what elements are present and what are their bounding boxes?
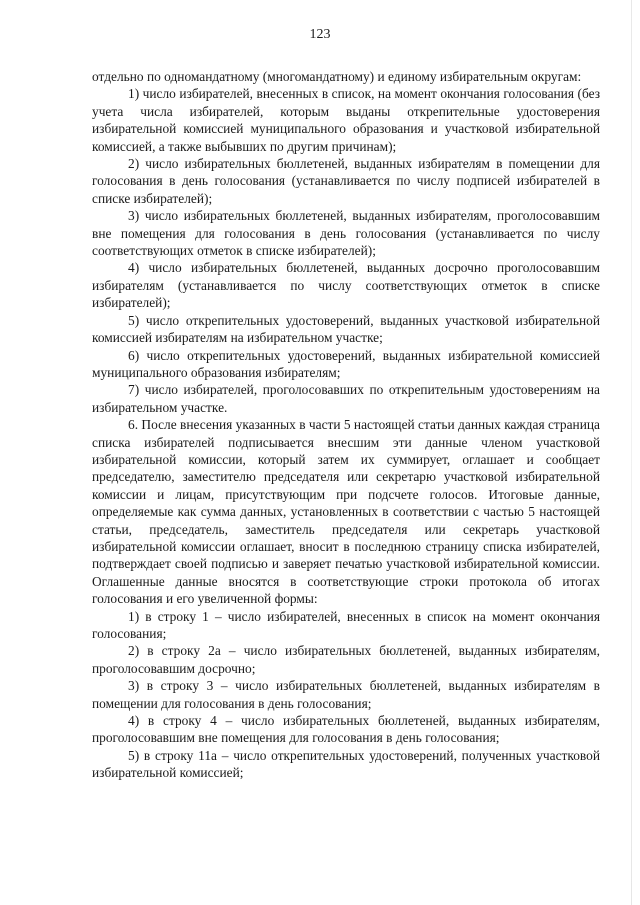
scan-edge-shadow: [631, 0, 632, 905]
row-item-3: 3) в строку 3 – число избирательных бюллетеней, выданных избирателям в помещении для голосования в день голосования;: [92, 678, 600, 711]
list-item-7: 7) число избирателей, проголосовавших по открепительным удостоверениям на избирательном участке.: [92, 382, 600, 415]
page-number: 123: [309, 27, 331, 42]
list-item-2: 2) число избирательных бюллетеней, выданных избирателям в помещении для голосования в день голосования (устанавливается по числу подписей избирателей в списке избирателей);: [92, 156, 600, 206]
list-item-4: 4) число избирательных бюллетеней, выданных досрочно проголосовавшим избирателям (устанавливается по числу соответствующих отметок в списке избирателей);: [92, 260, 600, 311]
row-item-1: 1) в строку 1 – число избирателей, внесенных в список на момент окончания голосования;: [92, 608, 600, 641]
list-item-1: 1) число избирателей, внесенных в список, на момент окончания голосования (без учета числа избирателей, которым выданы открепительные удостоверения избирательной комиссией муниципального образования и участковой избирательной комиссией, а также выбывших по другим причинам);: [92, 86, 600, 154]
row-item-5: 5) в строку 11а – число открепительных удостоверений, полученных участковой избирательной комиссией;: [92, 747, 600, 781]
section-6-paragraph: 6. После внесения указанных в части 5 настоящей статьи данных каждая страница списка избирателей подписывается внесшим эти данные членом участковой избирательной комиссии, который затем их суммирует, оглашает и сообщает председателю, заместителю председателя или секретарю участковой избирательной комиссии и лицам, присутствующим при подсчете голосов. Итоговые данные, определяемые как сумма данных, установленных в соответствии с частью 5 настоящей статьи, председатель, заместитель председателя или секретарь участковой избирательной комиссии оглашает, вносит в последнюю страницу списка избирателей, подтверждает своей подписью и заверяет печатью участковой избирательной комиссии. Оглашенные данные вносятся в соответствующие строки протокола об итогах голосования и его увеличенной формы:: [92, 417, 600, 607]
document-body: [92, 68, 600, 782]
list-item-3: 3) число избирательных бюллетеней, выданных избирателям, проголосовавшим вне помещения для голосования в день голосования (устанавливается по числу соответствующих отметок в списке избирателей);: [92, 208, 600, 259]
list-item-5: 5) число открепительных удостоверений, выданных участковой избирательной комиссией избирателям на избирательном участке;: [92, 312, 600, 346]
row-item-2: 2) в строку 2а – число избирательных бюллетеней, выданных избирателям, проголосовавшим досрочно;: [92, 643, 600, 676]
row-item-4: 4) в строку 4 – число избирательных бюллетеней, выданных избирателям, проголосовавшим вне помещения для голосования в день голосования;: [92, 713, 600, 746]
paragraph-continuation: отдельно по одномандатному (многомандатному) и единому избирательным округам:: [92, 69, 582, 84]
list-item-6: 6) число открепительных удостоверений, выданных избирательной комиссией муниципального образования избирателям;: [92, 347, 600, 380]
